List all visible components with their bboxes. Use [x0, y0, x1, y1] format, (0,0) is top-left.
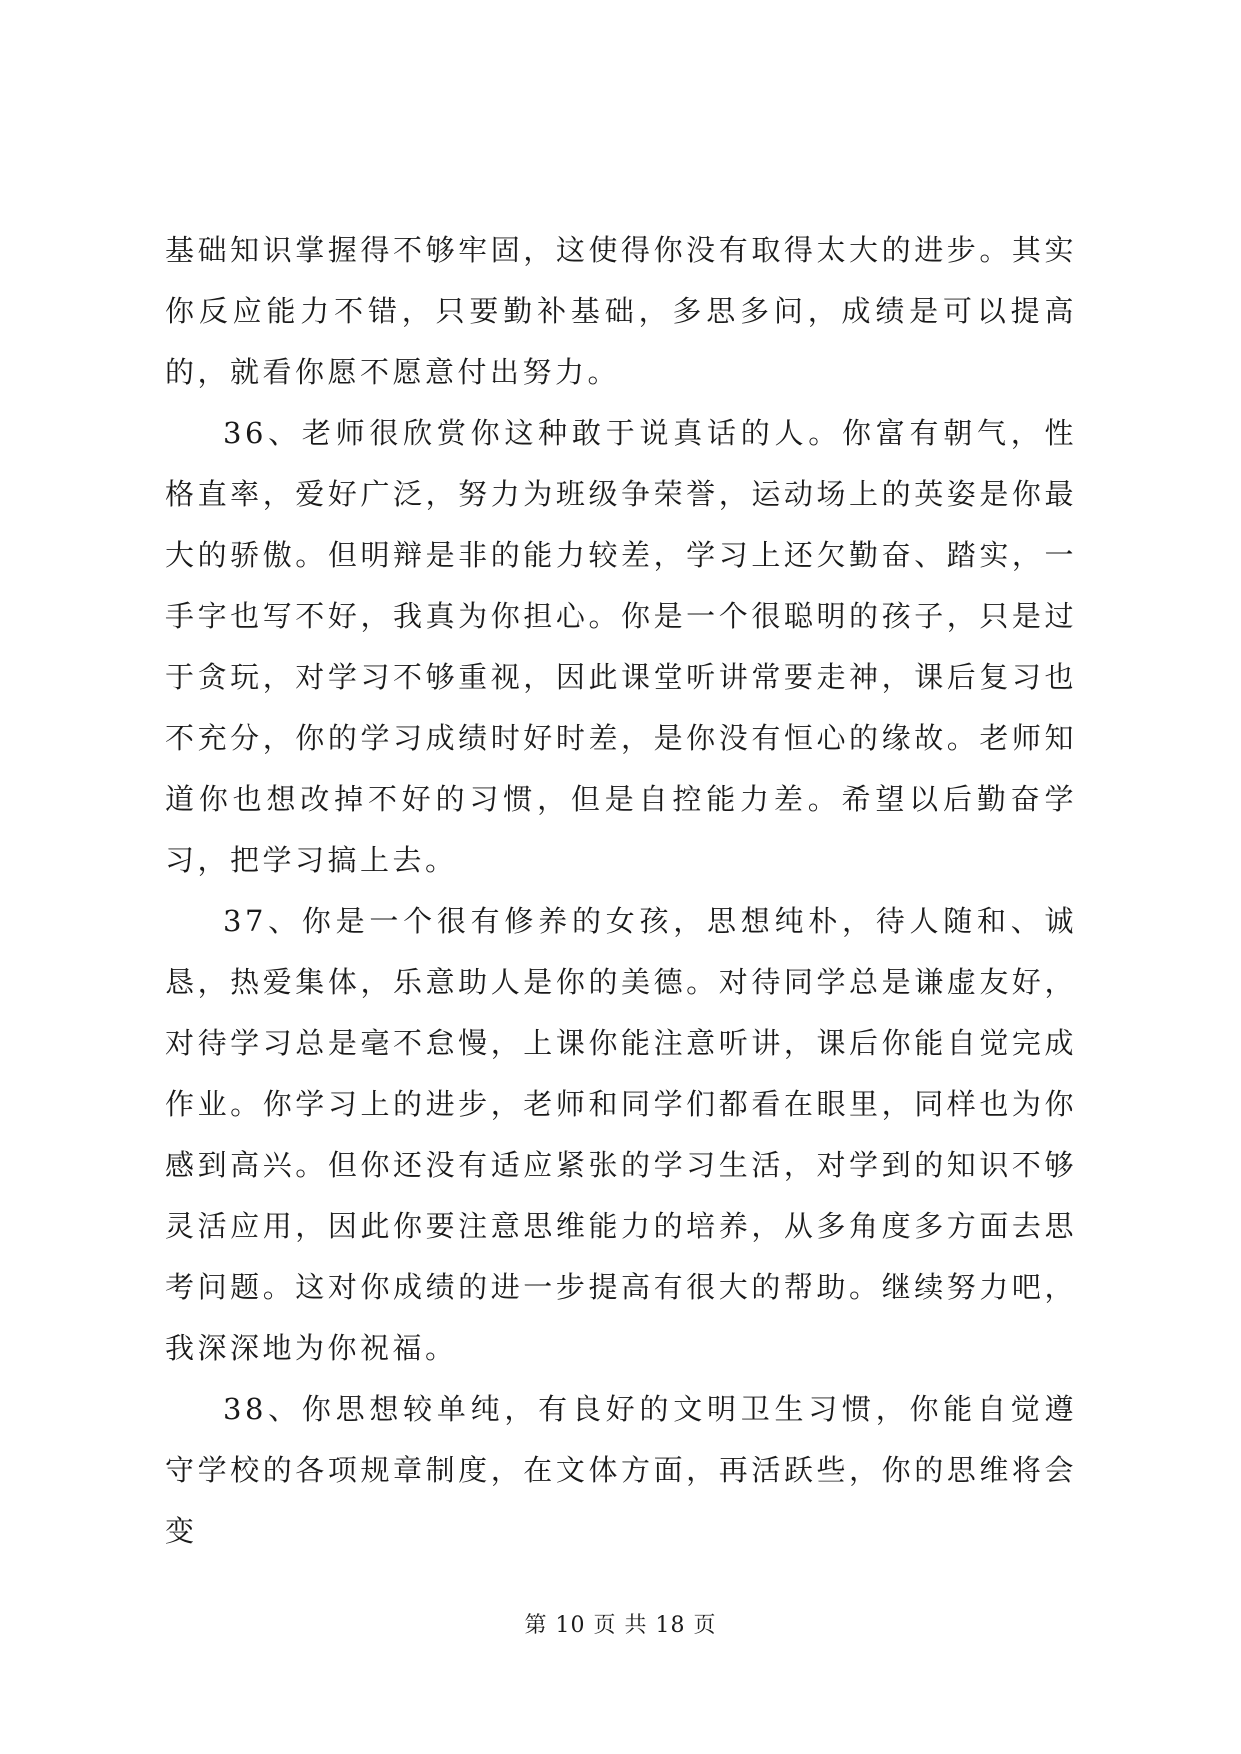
paragraph-36: 36、老师很欣赏你这种敢于说真话的人。你富有朝气，性格直率，爱好广泛，努力为班级争荣誉，运动场上的英姿是你最大的骄傲。但明辩是非的能力较差，学习上还欠勤奋、踏实，一手字也写不好，我真为你担心。你是一个很聪明的孩子，只是过于贪玩，对学习不够重视，因此课堂听讲常要走神，课后复习也不充分，你的学习成绩时好时差，是你没有恒心的缘故。老师知道你也想改掉不好的习惯，但是自控能力差。希望以后勤奋学习，把学习搞上去。	[165, 416, 1077, 877]
page-number-footer: 第 10 页 共 18 页	[524, 1613, 717, 1638]
paragraph-continuation: 基础知识掌握得不够牢固，这使得你没有取得太大的进步。其实你反应能力不错，只要勤补基础，多思多问，成绩是可以提高的，就看你愿不愿意付出努力。	[165, 233, 1077, 389]
paragraph-37: 37、你是一个很有修养的女孩，思想纯朴，待人随和、诚恳，热爱集体，乐意助人是你的美德。对待同学总是谦虚友好，对待学习总是毫不怠慢，上课你能注意听讲，课后你能自觉完成作业。你学习上的进步，老师和同学们都看在眼里，同样也为你感到高兴。但你还没有适应紧张的学习生活，对学到的知识不够灵活应用，因此你要注意思维能力的培养，从多角度多方面去思考问题。这对你成绩的进一步提高有很大的帮助。继续努力吧，我深深地为你祝福。	[165, 904, 1077, 1365]
paragraph-38: 38、你思想较单纯，有良好的文明卫生习惯，你能自觉遵守学校的各项规章制度，在文体方面，再活跃些，你的思维将会变	[165, 1392, 1077, 1548]
document-body	[165, 220, 1077, 1562]
